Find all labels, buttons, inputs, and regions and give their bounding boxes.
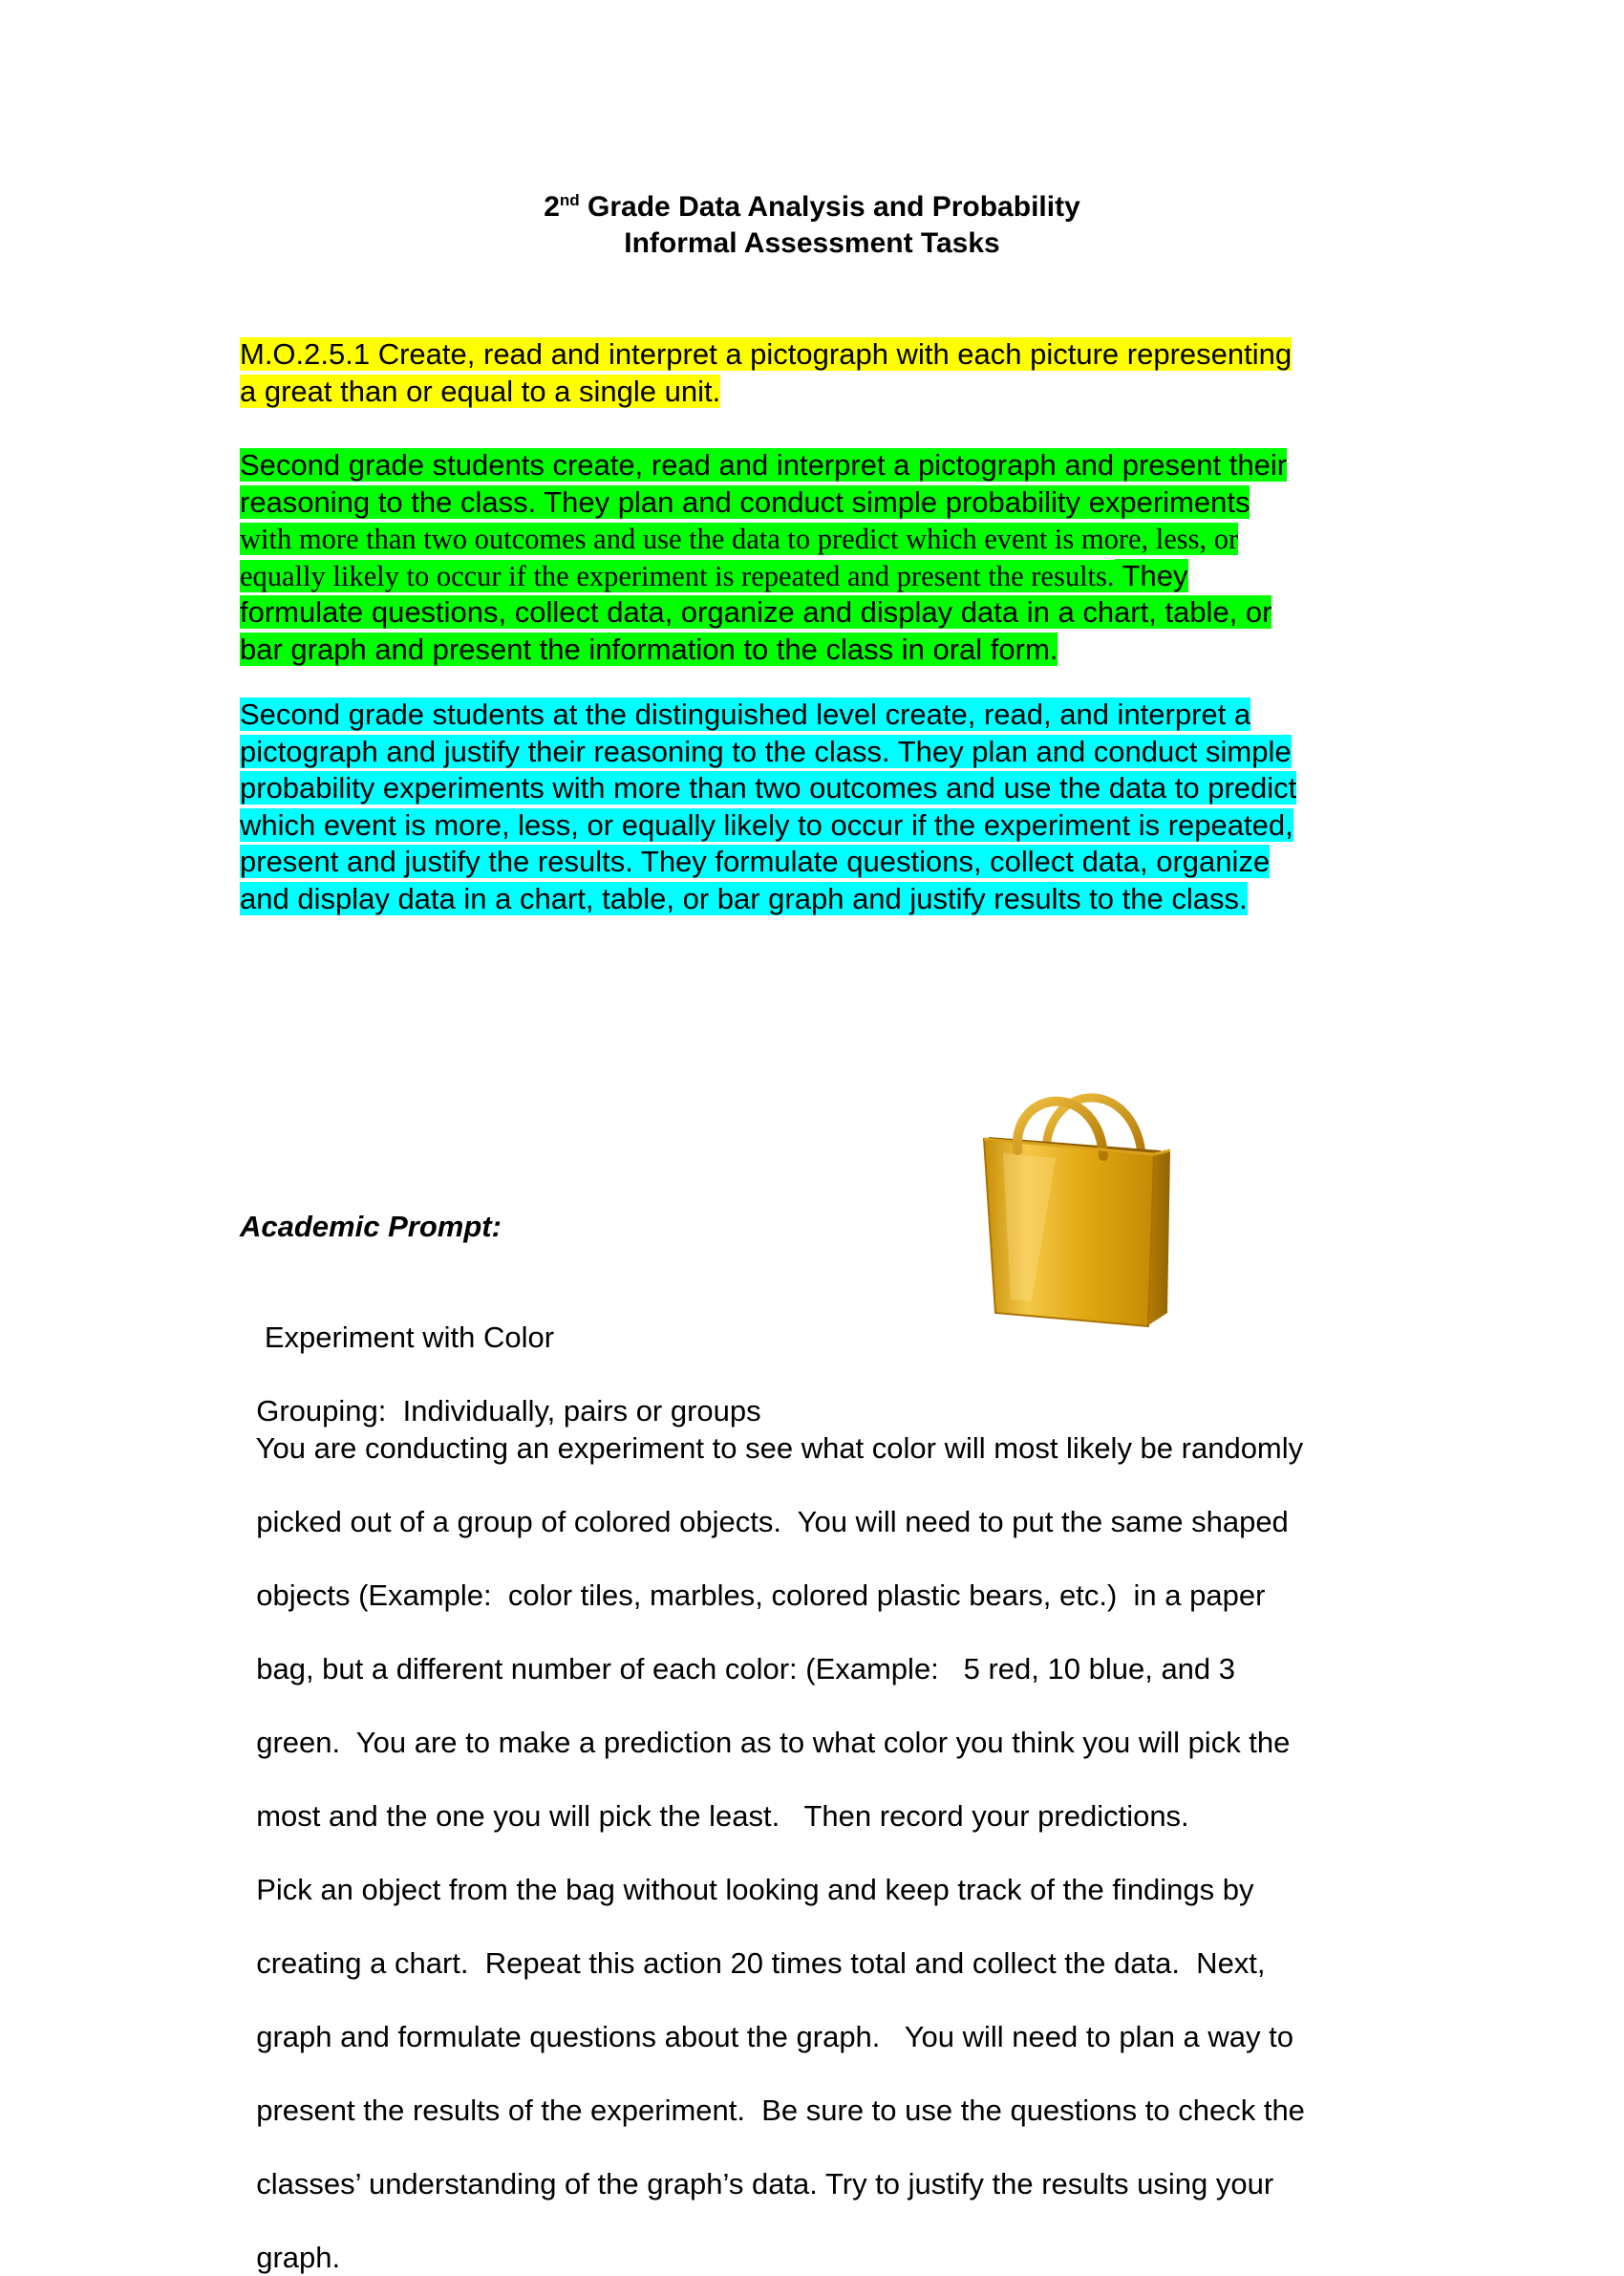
- distinguished-line-2: pictograph and justify their reasoning to the class. They plan and conduct simple: [240, 734, 1292, 768]
- instructions-line-12: graph.: [256, 2240, 341, 2274]
- instructions-line-10: present the results of the experiment. Be sure to use the questions to check the: [256, 2093, 1305, 2127]
- proficient-line-3: with more than two outcomes and use the data to predict which event is more, less, or: [240, 523, 1239, 555]
- activity-title: Experiment with Color: [256, 1320, 555, 1354]
- distinguished-line-3: probability experiments with more than two outcomes and use the data to predict: [240, 771, 1297, 805]
- proficient-line-1: Second grade students create, read and interpret a pictograph and present their: [240, 448, 1288, 482]
- proficient-line-5: formulate questions, collect data, organize and display data in a chart, table, or: [240, 595, 1272, 629]
- grouping-text: Grouping: Individually, pairs or groups: [256, 1393, 761, 1428]
- instructions-line-1: You are conducting an experiment to see what color will most likely be randomly: [255, 1430, 1304, 1465]
- proficient-line-2: reasoning to the class. They plan and conduct simple probability experiments: [240, 484, 1250, 519]
- distinguished-line-4: which event is more, less, or equally likely to occur if the experiment is repeated,: [240, 807, 1293, 842]
- distinguished-line-5: present and justify the results. They formulate questions, collect data, organize: [240, 845, 1271, 878]
- instructions-paragraph: [240, 1393, 1396, 2276]
- standard-line-2: a great than or equal to a single unit.: [240, 374, 721, 408]
- distinguished-paragraph: [240, 697, 1396, 917]
- instructions-line-6: most and the one you will pick the least. Then record your predictions.: [256, 1798, 1189, 1833]
- academic-prompt-section: [240, 1209, 1396, 1246]
- standard-paragraph: [240, 336, 1396, 410]
- instructions-line-3: objects (Example: color tiles, marbles, colored plastic bears, etc.) in a paper: [256, 1578, 1266, 1612]
- proficient-paragraph: [240, 447, 1396, 668]
- distinguished-line-6: and display data in a chart, table, or bar graph and justify results to the class.: [240, 881, 1248, 915]
- instructions-line-11: classes’ understanding of the graph’s data. Try to justify the results using your: [256, 2166, 1274, 2201]
- instructions-line-9: graph and formulate questions about the graph. You will need to plan a way to: [256, 2019, 1293, 2053]
- instructions-line-2: picked out of a group of colored objects. You will need to put the same shaped: [256, 1504, 1289, 1538]
- title-superscript: nd: [559, 191, 580, 209]
- proficient-line-4-serif: equally likely to occur if the experiment is repeated and present the results.: [240, 559, 1115, 592]
- instructions-line-4: bag, but a different number of each color: (Example: 5 red, 10 blue, and 3: [256, 1651, 1236, 1686]
- title-line1-rest: Grade Data Analysis and Probability: [579, 191, 1080, 223]
- page-title: [0, 189, 1624, 262]
- academic-prompt-heading: Academic Prompt:: [240, 1210, 502, 1243]
- title-line2: Informal Assessment Tasks: [624, 227, 1000, 259]
- instructions-line-5: green. You are to make a prediction as to what color you think you will pick the: [256, 1725, 1291, 1759]
- title-prefix: 2: [544, 191, 560, 223]
- proficient-line-4-tail: They: [1114, 558, 1188, 592]
- proficient-line-6: bar graph and present the information to the class in oral form.: [240, 632, 1058, 666]
- instructions-line-7: Pick an object from the bag without looking and keep track of the findings by: [256, 1872, 1254, 1906]
- standard-line-1: M.O.2.5.1 Create, read and interpret a pictograph with each picture representing: [240, 337, 1293, 371]
- distinguished-line-1: Second grade students at the distinguished level create, read, and interpret a: [240, 698, 1251, 731]
- instructions-line-8: creating a chart. Repeat this action 20 times total and collect the data. Next,: [256, 1945, 1266, 1980]
